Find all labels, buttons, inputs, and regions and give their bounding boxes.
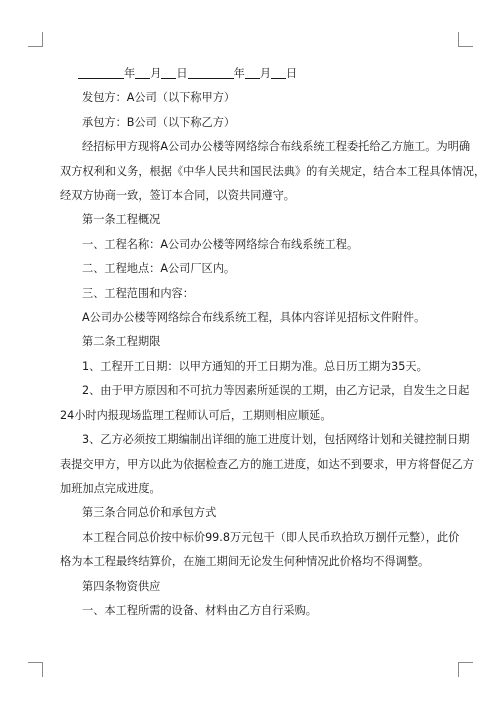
clause-line: 表提交甲方，甲方以此为依据检查乙方的施工进度，如达不到要求，甲方将督促乙方 xyxy=(60,457,474,471)
employer-line: 发包方：A公司（以下称甲方） xyxy=(82,91,236,105)
clause-line: 二、工程地点：A公司厂区内。 xyxy=(82,262,236,276)
date-blank xyxy=(271,65,286,79)
section-heading: 第四条物资供应 xyxy=(82,579,161,593)
date-day-label: 日 xyxy=(176,67,188,80)
section-heading: 第三条合同总价和承包方式 xyxy=(82,506,217,520)
clause-line: 三、工程范围和内容： xyxy=(82,286,194,300)
date-blank xyxy=(245,65,260,79)
date-year-label: 年 xyxy=(124,67,136,80)
date-month-label: 月 xyxy=(150,67,162,80)
crop-mark-top-left xyxy=(28,32,43,47)
date-month-label: 月 xyxy=(259,67,272,80)
clause-line: 本工程合同总价按中标价99.8万元包干（即人民币玖拾玖万捌仟元整），此价 xyxy=(82,530,460,544)
clause-line: 2、由于甲方原因和不可抗力等因素所延误的工期，由乙方记录，自发生之日起 xyxy=(82,384,470,398)
preamble-line: 双方权利和义务，根据《中华人民共和国民法典》的有关规定，结合本工程具体情况， xyxy=(60,164,486,178)
clause-line: 一、本工程所需的设备、材料由乙方自行采购。 xyxy=(82,603,317,617)
section-heading: 第二条工程期限 xyxy=(82,335,161,349)
date-blank xyxy=(188,65,234,79)
clause-line: A公司办公楼等网络综合布线系统工程，具体内容详见招标文件附件。 xyxy=(82,311,426,325)
date-blank xyxy=(78,65,124,79)
date-blank xyxy=(161,65,176,79)
clause-line: 24小时内报现场监理工程师认可后，工期则相应顺延。 xyxy=(60,408,332,422)
crop-mark-bottom-left xyxy=(28,662,43,677)
crop-mark-top-right xyxy=(458,32,473,47)
clause-line: 1、工程开工日期：以甲方通知的开工日期为准。总日历工期为35天。 xyxy=(82,359,428,373)
section-heading: 第一条工程概况 xyxy=(82,213,161,227)
preamble-line: 经双方协商一致，签订本合同，以资共同遵守。 xyxy=(60,189,295,203)
contract-document xyxy=(60,62,486,623)
preamble-line: 经招标甲方现将A公司办公楼等网络综合布线系统工程委托给乙方施工。为明确 xyxy=(82,140,471,154)
clause-line: 加班加点完成进度。 xyxy=(60,481,161,495)
date-line xyxy=(60,62,445,86)
date-year-label: 年 xyxy=(233,67,245,80)
date-day-label: 日 xyxy=(286,67,298,80)
date-blank xyxy=(135,65,150,79)
contractor-line: 承包方：B公司（以下称乙方） xyxy=(82,115,236,129)
clause-line: 格为本工程最终结算价，在施工期间无论发生何种情况此价格均不得调整。 xyxy=(60,555,430,569)
crop-mark-bottom-right xyxy=(458,662,473,677)
clause-line: 3、乙方必须按工期编制出详细的施工进度计划，包括网络计划和关键控制日期 xyxy=(82,433,470,447)
clause-line: 一、工程名称：A公司办公楼等网络综合布线系统工程。 xyxy=(82,237,359,251)
